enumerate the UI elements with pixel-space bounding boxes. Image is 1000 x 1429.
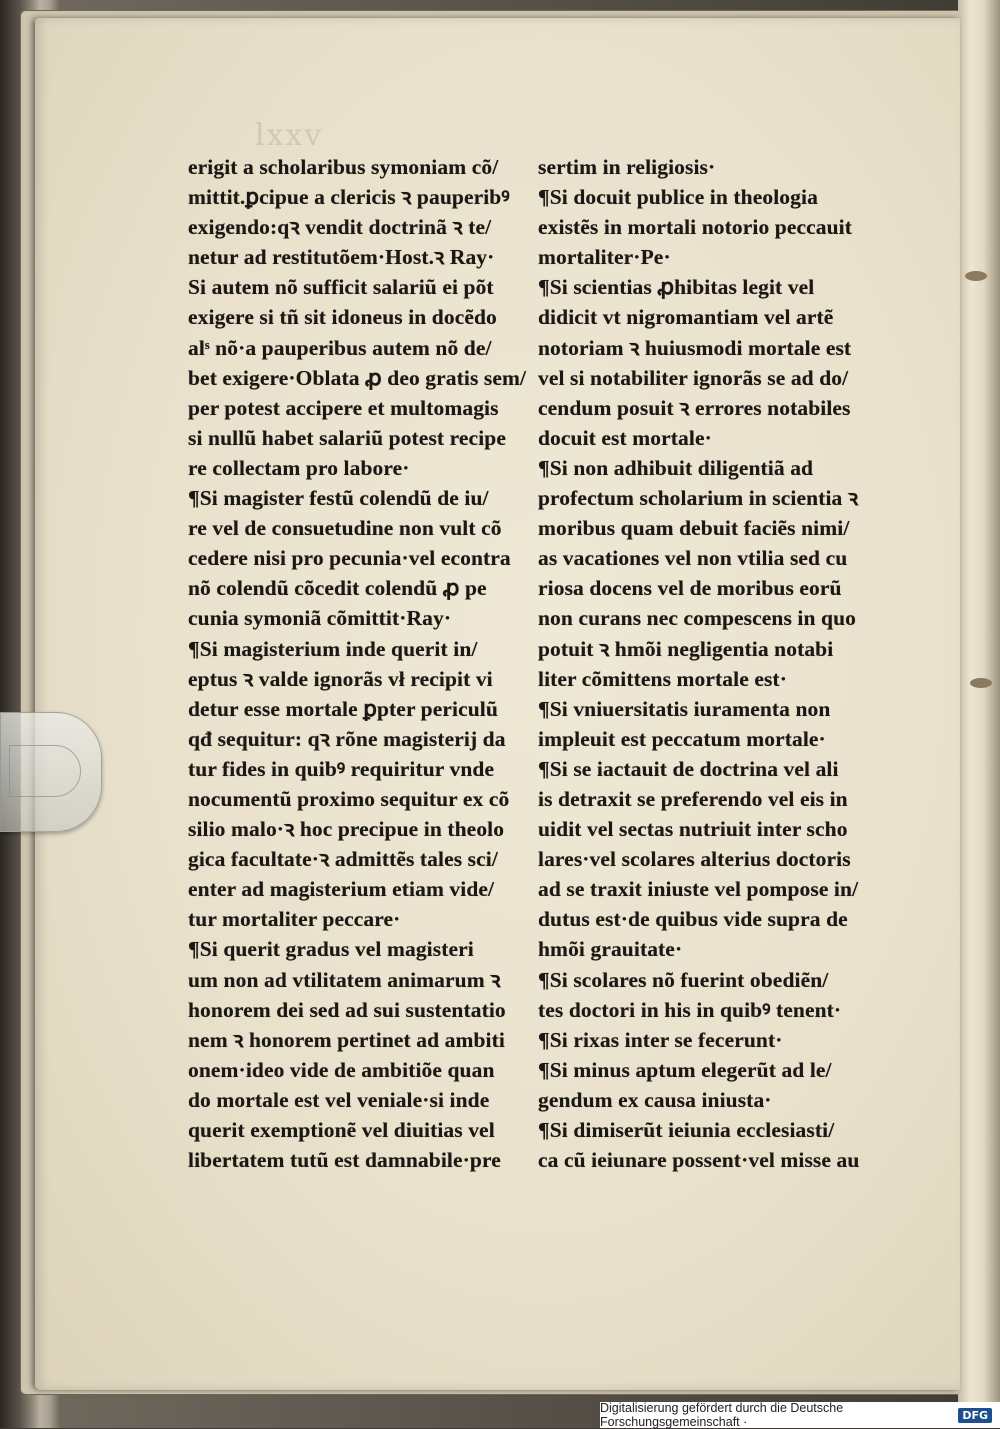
text-line: ¶Si se iactauit de doctrina vel ali [538, 756, 839, 781]
show-through-text: lxxv [255, 118, 324, 153]
page-fore-edge [958, 0, 1000, 1410]
text-line: cunia symoniã cõmittit·Ray· [188, 606, 452, 631]
text-line: exigere si tñ sit idoneus in docẽdo [188, 305, 497, 330]
text-line: netur ad restitutõem·Host.ꝛ Ray· [188, 245, 495, 270]
text-line: sertim in religiosis· [538, 155, 716, 179]
text-line: detur esse mortale ꝑpter periculũ [188, 696, 498, 721]
text-line: alˢ nõ·a pauperibus autem nõ de/ [188, 335, 492, 360]
text-line: qđ sequitur: qꝛ rõne magisterij da [188, 726, 506, 751]
text-line: non curans nec compescens in quo [538, 606, 856, 631]
page-tear [970, 678, 992, 688]
text-line: exigendo:qꝛ vendit doctrinã ꝛ te/ [188, 215, 492, 240]
text-line: potuit ꝛ hmõi negligentia notabi [538, 636, 834, 661]
text-line: ¶Si magisterium inde querit in/ [188, 636, 478, 661]
transparent-page-clip [0, 712, 102, 832]
text-line: libertatem tutũ est damnabile·pre [188, 1148, 501, 1173]
text-line: silio malo·ꝛ hoc precipue in theolo [188, 817, 505, 842]
text-line: mortaliter·Pe· [538, 245, 671, 270]
text-line: ¶Si minus aptum elegerũt ad le/ [538, 1057, 832, 1082]
text-line: nõ colendũ cõcedit colendũ ꝓ pe [188, 576, 487, 601]
text-line: uidit vel sectas nutriuit inter scho [538, 817, 848, 842]
text-line: tur fides in quibꝰ requiritur vnde [188, 756, 495, 781]
text-line: dutus est·de quibus vide supra de [538, 907, 848, 932]
text-line: nocumentũ proximo sequitur ex cõ [188, 786, 510, 811]
dfg-logo: DFG [958, 1408, 992, 1423]
text-line: liter cõmittens mortale est· [538, 666, 787, 691]
footer-bar [600, 1402, 1000, 1428]
text-line: um non ad vtilitatem animarum ꝛ [188, 967, 501, 992]
text-line: lares·vel scolares alterius doctoris [538, 847, 851, 872]
text-line: ¶Si docuit publice in theologia [538, 185, 818, 210]
text-line: ¶Si rixas inter se fecerunt· [538, 1027, 783, 1052]
text-line: ¶Si non adhibuit diligentiã ad [538, 455, 814, 480]
text-line: querit exemptionẽ vel diuitias vel [188, 1118, 495, 1142]
text-line: moribus quam debuit faciẽs nimi/ [538, 516, 850, 541]
text-line: gica facultate·ꝛ admittẽs tales sci/ [188, 847, 498, 872]
funding-note: Digitalisierung gefördert durch die Deutsche Forschungsgemeinschaft · [600, 1401, 844, 1429]
text-line: riosa docens vel de moribus eorũ [538, 576, 842, 601]
text-line: onem·ideo vide de ambitiõe quan [188, 1057, 495, 1082]
text-line: hmõi grauitate· [538, 937, 683, 962]
text-line: ¶Si scolares nõ fuerint obediẽn/ [538, 967, 829, 992]
text-line: re collectam pro labore· [188, 455, 410, 480]
text-line: as vacationes vel non vtilia sed cu [538, 546, 848, 571]
left-text-column [188, 152, 527, 1175]
text-line: cendum posuit ꝛ errores notabiles [538, 395, 851, 420]
page-tear [965, 271, 987, 281]
text-line: ¶Si querit gradus vel magisteri [188, 937, 474, 962]
text-line: notoriam ꝛ huiusmodi mortale est [538, 335, 852, 360]
text-line: tur mortaliter peccare· [188, 907, 401, 932]
text-line: impleuit est peccatum mortale· [538, 726, 826, 751]
text-line: erigit a scholaribus symoniam cõ/ [188, 155, 499, 179]
text-line: profectum scholarium in scientia ꝛ [538, 486, 859, 511]
text-line: tes doctori in his in quibꝰ tenent· [538, 997, 842, 1022]
text-line: ¶Si magister festũ colendũ de iu/ [188, 486, 489, 511]
text-line: mittit.ꝑcipue a clericis ꝛ pauperibꝰ [188, 185, 510, 210]
text-line: nem ꝛ honorem pertinet ad ambiti [188, 1027, 505, 1052]
text-line: vel si notabiliter ignorãs se ad do/ [538, 365, 849, 390]
text-line: honorem dei sed ad sui sustentatio [188, 997, 506, 1022]
text-line: didicit vt nigromantiam vel artẽ [538, 305, 834, 330]
text-line: ad se traxit iniuste vel pompose in/ [538, 877, 859, 902]
text-line: ¶Si dimiserũt ieiunia ecclesiasti/ [538, 1118, 835, 1142]
text-line: do mortale est vel veniale·si inde [188, 1087, 490, 1112]
text-line: eptus ꝛ valde ignorãs vł recipit vi [188, 666, 493, 691]
text-line: docuit est mortale· [538, 425, 712, 450]
text-line: si nullũ habet salariũ potest recipe [188, 425, 506, 450]
right-text-column [538, 152, 868, 1175]
text-line: ca cũ ieiunare possent·vel misse au [538, 1148, 860, 1173]
text-line: per potest accipere et multomagis [188, 395, 499, 420]
text-line: ¶Si scientias ꝓhibitas legit vel [538, 275, 815, 300]
text-line: is detraxit se preferendo vel eis in [538, 786, 848, 811]
text-line: cedere nisi pro pecunia·vel econtra [188, 546, 511, 571]
text-line: bet exigere·Oblata ꝓ deo gratis sem/ [188, 365, 527, 390]
text-line: existẽs in mortali notorio peccauit [538, 215, 853, 240]
text-line: gendum ex causa iniusta· [538, 1087, 772, 1112]
text-line: Si autem nõ sufficit salariũ ei põt [188, 275, 494, 300]
text-line: ¶Si vniuersitatis iuramenta non [538, 696, 831, 721]
text-line: re vel de consuetudine non vult cõ [188, 516, 502, 541]
text-line: enter ad magisterium etiam vide/ [188, 877, 495, 902]
